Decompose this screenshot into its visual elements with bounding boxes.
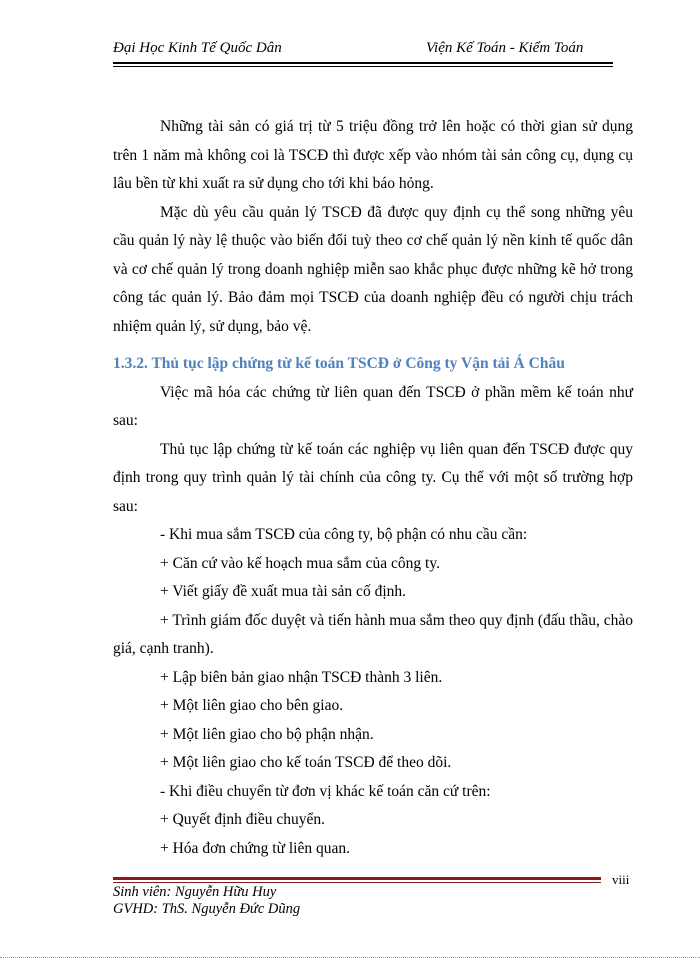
footer-advisor: GVHD: ThS. Nguyễn Đức Dũng (113, 901, 301, 917)
paragraph-4: Thủ tục lập chứng từ kế toán các nghiệp vụ liên quan đến TSCĐ được quy định trong quy trình quản lý tài chính của công ty. Cụ thể với một số trường hợp sau: (113, 440, 633, 515)
header-institute: Viện Kế Toán - Kiểm Toán (426, 40, 584, 56)
page-break-line (0, 957, 700, 958)
list-item: + Căn cứ vào kế hoạch mua sắm của công ty. (160, 554, 440, 572)
list-item: - Khi điều chuyển từ đơn vị khác kế toán căn cứ trên: (160, 782, 491, 800)
list-item: + Một liên giao cho bên giao. (160, 697, 344, 714)
footer-rule-thick (113, 877, 601, 880)
section-heading: 1.3.2. Thủ tục lập chứng từ kế toán TSCĐ ở Công ty Vận tải Á Châu (113, 355, 565, 372)
paragraph-1: Những tài sản có giá trị từ 5 triệu đồng trở lên hoặc có thời gian sử dụng trên 1 năm mà không coi là TSCĐ thì được xếp vào nhóm tài sản công cụ, dụng cụ lâu bền từ khi xuất ra sử dụng cho tới khi báo hỏng. (113, 118, 633, 192)
list-item: + Hóa đơn chứng từ liên quan. (160, 839, 350, 857)
header-rule-thick (113, 62, 613, 64)
header-rule-thin (113, 66, 613, 67)
list-item: + Trình giám đốc duyệt và tiến hành mua sắm theo quy định (đấu thầu, chào giá, cạnh tranh). (113, 611, 633, 657)
header-university: Đại Học Kinh Tế Quốc Dân (113, 40, 282, 56)
document-body (113, 113, 633, 863)
list-item: + Quyết định điều chuyển. (160, 811, 325, 828)
list-item: + Lập biên bản giao nhận TSCĐ thành 3 liên. (160, 668, 443, 686)
footer-student: Sinh viên: Nguyễn Hữu Huy (113, 884, 277, 900)
footer-rule-thin (113, 882, 601, 883)
paragraph-2: Mặc dù yêu cầu quản lý TSCĐ đã được quy định cụ thể song những yêu cầu quản lý này lệ thuộc vào biến đổi tuỳ theo cơ chế quản lý nền kinh tế quốc dân và cơ chế quản lý trong doanh nghiệp miễn sao khắc phục được những kẽ hở trong công tác quản lý. Bảo đảm mọi TSCĐ của doanh nghiệp đều có người chịu trách nhiệm quản lý, sử dụng, bảo vệ. (113, 203, 633, 335)
list-item: + Viết giấy đề xuất mua tài sản cố định. (160, 583, 406, 600)
list-item: + Một liên giao cho bộ phận nhận. (160, 725, 374, 743)
page-number: viii (612, 872, 630, 887)
paragraph-3: Việc mã hóa các chứng từ liên quan đến TSCĐ ở phần mềm kế toán như sau: (113, 383, 633, 429)
list-item: + Một liên giao cho kế toán TSCĐ để theo dõi. (160, 754, 452, 771)
list-item: - Khi mua sắm TSCĐ của công ty, bộ phận có nhu cầu cần: (160, 526, 528, 543)
